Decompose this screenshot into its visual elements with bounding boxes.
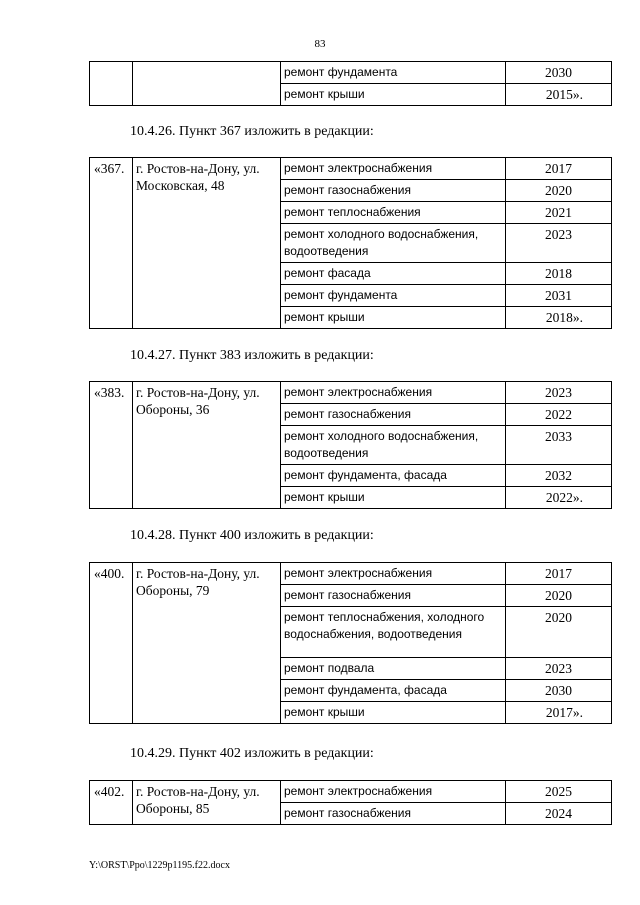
year-cell: 2022 [506, 404, 612, 426]
item-number: «402. [90, 781, 133, 825]
year-cell: 2023 [506, 224, 612, 263]
work-cell: ремонт фасада [281, 263, 506, 285]
work-cell: ремонт электроснабжения [281, 382, 506, 404]
item-address: г. Ростов-на-Дону, ул. Обороны, 36 [133, 382, 281, 509]
item-number: «367. [90, 158, 133, 329]
year-cell: 2022». [506, 487, 612, 509]
section-heading: 10.4.29. Пункт 402 изложить в редакции: [130, 746, 374, 761]
work-cell: ремонт газоснабжения [281, 180, 506, 202]
year-cell: 2020 [506, 585, 612, 607]
work-cell: ремонт фундамента [281, 62, 506, 84]
work-cell: ремонт крыши [281, 84, 506, 106]
section-heading: 10.4.28. Пункт 400 изложить в редакции: [130, 528, 374, 543]
year-cell: 2023 [506, 382, 612, 404]
year-cell: 2023 [506, 658, 612, 680]
item-address: г. Ростов-на-Дону, ул. Обороны, 85 [133, 781, 281, 825]
year-cell: 2025 [506, 781, 612, 803]
year-cell: 2031 [506, 285, 612, 307]
address-cell [133, 62, 281, 106]
item-table-383 [89, 381, 612, 509]
year-cell: 2030 [506, 680, 612, 702]
item-address: г. Ростов-на-Дону, ул. Московская, 48 [133, 158, 281, 329]
year-cell: 2024 [506, 803, 612, 825]
page-number: 83 [314, 38, 326, 50]
year-cell: 2018». [506, 307, 612, 329]
year-cell: 2020 [506, 180, 612, 202]
number-cell [90, 62, 133, 106]
work-cell: ремонт холодного водоснабжения, водоотведения [281, 224, 506, 263]
section-heading: 10.4.27. Пункт 383 изложить в редакции: [130, 348, 374, 363]
year-cell: 2020 [506, 607, 612, 658]
work-cell: ремонт крыши [281, 307, 506, 329]
work-cell: ремонт газоснабжения [281, 585, 506, 607]
work-cell: ремонт фундамента, фасада [281, 465, 506, 487]
work-cell: ремонт электроснабжения [281, 158, 506, 180]
work-cell: ремонт крыши [281, 702, 506, 724]
footer-file-path: Y:\ORST\Ppo\1229p1195.f22.docx [89, 860, 230, 871]
year-cell: 2030 [506, 62, 612, 84]
item-table-400 [89, 562, 612, 724]
table-row [90, 62, 612, 84]
work-cell: ремонт фундамента, фасада [281, 680, 506, 702]
work-cell: ремонт крыши [281, 487, 506, 509]
item-number: «383. [90, 382, 133, 509]
continuation-table [89, 61, 612, 106]
year-cell: 2017». [506, 702, 612, 724]
year-cell: 2017 [506, 563, 612, 585]
work-cell: ремонт электроснабжения [281, 781, 506, 803]
year-cell: 2021 [506, 202, 612, 224]
work-cell: ремонт газоснабжения [281, 404, 506, 426]
work-cell: ремонт холодного водоснабжения, водоотведения [281, 426, 506, 465]
year-cell: 2018 [506, 263, 612, 285]
work-cell: ремонт теплоснабжения, холодного водоснабжения, водоотведения [281, 607, 506, 658]
work-cell: ремонт газоснабжения [281, 803, 506, 825]
year-cell: 2032 [506, 465, 612, 487]
year-cell: 2033 [506, 426, 612, 465]
item-address: г. Ростов-на-Дону, ул. Обороны, 79 [133, 563, 281, 724]
item-table-367 [89, 157, 612, 329]
work-cell: ремонт подвала [281, 658, 506, 680]
work-cell: ремонт фундамента [281, 285, 506, 307]
item-number: «400. [90, 563, 133, 724]
work-cell: ремонт электроснабжения [281, 563, 506, 585]
item-table-402 [89, 780, 612, 825]
section-heading: 10.4.26. Пункт 367 изложить в редакции: [130, 124, 374, 139]
year-cell: 2015». [506, 84, 612, 106]
work-cell: ремонт теплоснабжения [281, 202, 506, 224]
year-cell: 2017 [506, 158, 612, 180]
